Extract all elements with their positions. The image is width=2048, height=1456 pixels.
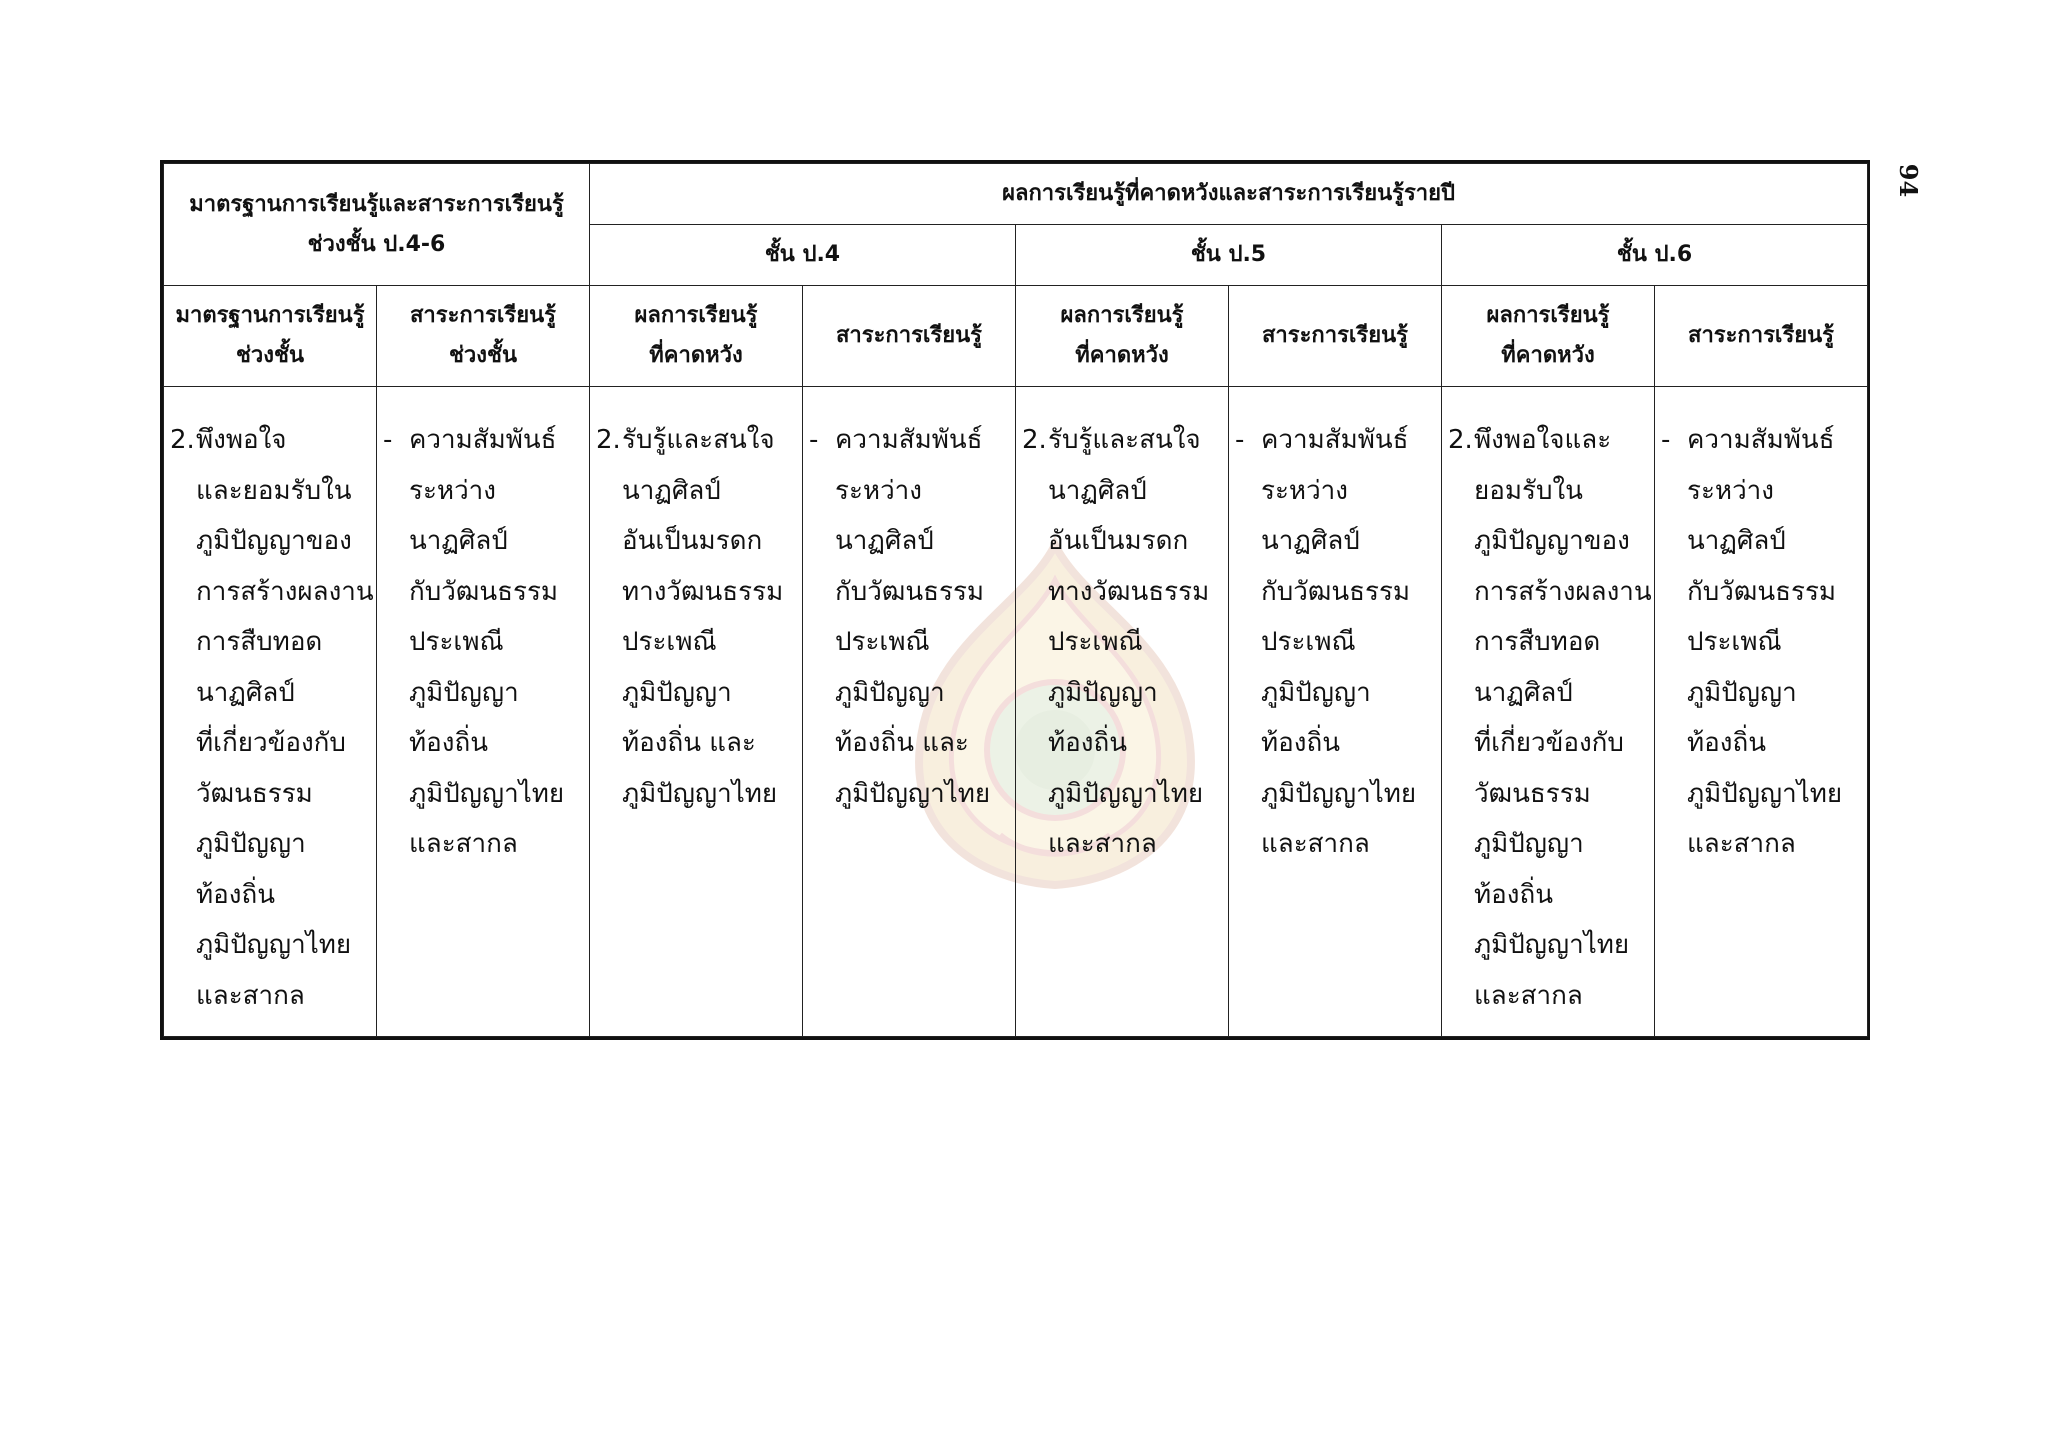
cell-line (170, 567, 374, 618)
standard-group-line-1: มาตรฐานการเรียนรู้และสาระการเรียนรู้ (189, 191, 564, 217)
cell-line (809, 415, 1009, 466)
cell-line (1022, 718, 1222, 769)
cell-line (809, 617, 1009, 668)
cell-text: นาฏศิลป์ (1261, 526, 1360, 556)
p6-outcome-col-line-1: ผลการเรียนรู้ (1486, 303, 1610, 328)
cell-line (1661, 567, 1861, 618)
cell-line (1235, 668, 1435, 719)
cell-text: ภูมิปัญญา (1261, 677, 1371, 708)
cell-line (1235, 466, 1435, 517)
cell-text: ที่เกี่ยวข้องกับ (1474, 728, 1624, 758)
bullet-dash: - (1661, 425, 1671, 455)
cell-line (596, 466, 796, 517)
cell-text: และสากล (1261, 829, 1370, 859)
cell-text: ที่เกี่ยวข้องกับ (196, 728, 346, 758)
cell-text: การสืบทอด (1474, 627, 1601, 657)
cell-line (1448, 870, 1648, 921)
cell-text: นาฏศิลป์ (835, 526, 934, 556)
cell-line (1448, 668, 1648, 719)
cell-text: ภูมิปัญญา (835, 677, 945, 708)
cell-line (1235, 415, 1435, 466)
cell-text: ภูมิปัญญา (1687, 677, 1797, 708)
cell-text: ทางวัฒนธรรม (1048, 576, 1210, 607)
cell-line (1661, 415, 1861, 466)
cell-p5-outcome (1016, 387, 1229, 1037)
page-number: 94 (1894, 163, 1924, 198)
cell-text: กับวัฒนธรรม (1687, 576, 1837, 607)
cell-text: ประเพณี (409, 627, 504, 657)
cell-line (170, 668, 370, 719)
cell-line (1022, 668, 1222, 719)
cell-line (170, 920, 370, 971)
cell-text: ภูมิปัญญาไทย (1261, 778, 1417, 809)
cell-line (1448, 567, 1652, 618)
cell-text: ระหว่าง (1261, 475, 1348, 506)
cell-line (383, 769, 583, 820)
cell-text: ประเพณี (1048, 627, 1143, 657)
cell-line (1448, 718, 1648, 769)
cell-line (1235, 819, 1435, 870)
cell-text: ท้องถิ่น (409, 728, 488, 758)
cell-text: ภูมิปัญญาของ (1474, 526, 1630, 556)
cell-text: ภูมิปัญญาไทย (409, 778, 565, 809)
p6-outcome-col-line-2: ที่คาดหวัง (1501, 343, 1595, 368)
cell-text: ภูมิปัญญา (409, 677, 519, 708)
curriculum-table (160, 160, 1870, 1040)
cell-text: ภูมิปัญญา (622, 677, 732, 708)
item-number: 2. (1448, 425, 1473, 455)
standard-col-header (164, 286, 377, 387)
cell-text: ระหว่าง (835, 475, 922, 506)
cell-text: ภูมิปัญญา (1048, 677, 1158, 708)
cell-line (809, 718, 1009, 769)
cell-text: นาฏศิลป์ (409, 526, 508, 556)
cell-line (1022, 769, 1222, 820)
cell-line (170, 516, 370, 567)
cell-text: การสืบทอด (196, 627, 323, 657)
cell-line (383, 567, 583, 618)
p5-outcome-col-line-2: ที่คาดหวัง (1075, 343, 1169, 368)
cell-text: ความสัมพันธ์ (1261, 425, 1409, 455)
cell-text: ภูมิปัญญาไทย (196, 930, 352, 960)
cell-line (170, 870, 370, 921)
item-number: 2. (1022, 425, 1047, 455)
cell-text: รับรู้และสนใจ (1048, 425, 1201, 455)
bullet-dash: - (809, 425, 819, 455)
cell-line (596, 516, 796, 567)
cell-text: และสากล (1687, 829, 1796, 859)
cell-line (596, 567, 796, 618)
cell-line (383, 617, 583, 668)
cell-line (1022, 567, 1222, 618)
cell-line (1661, 466, 1861, 517)
cell-line (1448, 769, 1648, 820)
cell-text: วัฒนธรรม (196, 778, 313, 809)
cell-text: ภูมิปัญญาไทย (835, 778, 991, 809)
cell-line (596, 769, 796, 820)
cell-text: ท้องถิ่น (1048, 728, 1127, 758)
cell-line (170, 819, 370, 870)
cell-text: กับวัฒนธรรม (835, 576, 985, 607)
cell-text: ระหว่าง (1687, 475, 1774, 506)
cell-text: อันเป็นมรดก (622, 526, 763, 556)
item-number: 2. (596, 425, 621, 455)
cell-line (170, 971, 370, 1022)
bullet-dash: - (1235, 425, 1245, 455)
cell-line (170, 617, 370, 668)
cell-standard (164, 387, 377, 1037)
cell-text: นาฏศิลป์ (1474, 677, 1573, 708)
cell-line (170, 415, 370, 466)
cell-line (1235, 617, 1435, 668)
standard-group-header (164, 164, 590, 286)
cell-text: พึงพอใจ (196, 425, 287, 455)
cell-line (170, 466, 370, 517)
cell-p5-content (1229, 387, 1442, 1037)
cell-line (383, 415, 583, 466)
cell-line (1448, 415, 1648, 466)
cell-line (1661, 516, 1861, 567)
cell-text: ภูมิปัญญาไทย (1474, 930, 1630, 960)
cell-line (1661, 668, 1861, 719)
cell-line (596, 617, 796, 668)
p4-outcome-col-header (590, 286, 803, 387)
cell-line (1448, 920, 1648, 971)
content-range-col-line-2: ช่วงชั้น (449, 343, 517, 368)
outcome-group-header: ผลการเรียนรู้ที่คาดหวังและสาระการเรียนรู้รายปี (590, 164, 1868, 225)
cell-text: ท้องถิ่น และ (622, 728, 756, 758)
cell-line (1235, 718, 1435, 769)
cell-text: ท้องถิ่น (196, 879, 275, 910)
cell-text: ภูมิปัญญาไทย (622, 778, 778, 809)
cell-line (383, 668, 583, 719)
cell-text: รับรู้และสนใจ (622, 425, 775, 455)
cell-p6-content (1655, 387, 1868, 1037)
cell-text: ท้องถิ่น และ (835, 728, 969, 758)
cell-line (383, 819, 583, 870)
cell-line (1235, 567, 1435, 618)
cell-text: ท้องถิ่น (1261, 728, 1340, 758)
cell-text: ภูมิปัญญา (196, 829, 306, 859)
cell-line (170, 718, 370, 769)
cell-line (1661, 718, 1861, 769)
grade-p6-header: ชั้น ป.6 (1442, 225, 1868, 286)
cell-line (1448, 466, 1648, 517)
cell-text: อันเป็นมรดก (1048, 526, 1189, 556)
cell-line (1022, 516, 1222, 567)
p5-outcome-col-header (1016, 286, 1229, 387)
cell-line (809, 466, 1009, 517)
p4-outcome-col-line-1: ผลการเรียนรู้ (634, 303, 758, 328)
cell-line (1661, 769, 1861, 820)
cell-text: ท้องถิ่น (1687, 728, 1766, 758)
cell-text: ภูมิปัญญาของ (196, 526, 352, 556)
cell-line (1448, 617, 1648, 668)
cell-line (1022, 466, 1222, 517)
standard-col-line-2: ช่วงชั้น (236, 343, 304, 368)
cell-line (1448, 516, 1648, 567)
cell-text: ยอมรับใน (1474, 475, 1583, 506)
item-number: 2. (170, 425, 195, 455)
cell-line (1235, 516, 1435, 567)
cell-text: พึงพอใจและ (1474, 425, 1612, 455)
cell-line (1235, 769, 1435, 820)
cell-line (809, 769, 1009, 820)
grade-p5-header: ชั้น ป.5 (1016, 225, 1442, 286)
cell-line (1448, 971, 1648, 1022)
cell-text: ภูมิปัญญา (1474, 829, 1584, 859)
cell-text: นาฏศิลป์ (1048, 475, 1147, 506)
cell-text: และสากล (196, 980, 305, 1011)
cell-text: และสากล (409, 829, 518, 859)
cell-p4-content (803, 387, 1016, 1037)
cell-text: ท้องถิ่น (1474, 879, 1553, 910)
cell-text: ประเพณี (622, 627, 717, 657)
cell-text: ความสัมพันธ์ (835, 425, 983, 455)
cell-line (1661, 617, 1861, 668)
cell-text: ภูมิปัญญาไทย (1048, 778, 1204, 809)
cell-line (170, 769, 370, 820)
cell-line (1022, 415, 1222, 466)
cell-line (1661, 819, 1861, 870)
p5-outcome-col-line-1: ผลการเรียนรู้ (1060, 303, 1184, 328)
p4-outcome-col-line-2: ที่คาดหวัง (649, 343, 743, 368)
cell-text: ระหว่าง (409, 475, 496, 506)
cell-text: และสากล (1048, 829, 1157, 859)
cell-text: ทางวัฒนธรรม (622, 576, 784, 607)
cell-text: วัฒนธรรม (1474, 778, 1591, 809)
cell-line (383, 516, 583, 567)
cell-line (1022, 617, 1222, 668)
cell-text: ประเพณี (1261, 627, 1356, 657)
cell-text: ความสัมพันธ์ (409, 425, 557, 455)
cell-text: นาฏศิลป์ (622, 475, 721, 506)
cell-text: ประเพณี (835, 627, 930, 657)
cell-line (596, 718, 796, 769)
cell-content-range (377, 387, 590, 1037)
cell-text: ภูมิปัญญาไทย (1687, 778, 1843, 809)
cell-line (383, 466, 583, 517)
cell-p6-outcome (1442, 387, 1655, 1037)
standard-group-line-2: ช่วงชั้น ป.4-6 (307, 231, 446, 257)
cell-line (809, 516, 1009, 567)
content-range-col-header (377, 286, 590, 387)
cell-line (596, 668, 796, 719)
cell-text: นาฏศิลป์ (196, 677, 295, 708)
p6-content-col-header: สาระการเรียนรู้ (1655, 286, 1868, 387)
cell-text: กับวัฒนธรรม (1261, 576, 1411, 607)
bullet-dash: - (383, 425, 393, 455)
cell-text: นาฏศิลป์ (1687, 526, 1786, 556)
cell-line (1448, 819, 1648, 870)
cell-text: ความสัมพันธ์ (1687, 425, 1835, 455)
standard-col-line-1: มาตรฐานการเรียนรู้ (175, 303, 365, 328)
grade-p4-header: ชั้น ป.4 (590, 225, 1016, 286)
cell-text: การสร้างผลงาน (196, 576, 374, 607)
p5-content-col-header: สาระการเรียนรู้ (1229, 286, 1442, 387)
cell-text: และสากล (1474, 980, 1583, 1011)
cell-p4-outcome (590, 387, 803, 1037)
table-row (164, 387, 1868, 1037)
cell-line (383, 718, 583, 769)
p4-content-col-header: สาระการเรียนรู้ (803, 286, 1016, 387)
cell-text: การสร้างผลงาน (1474, 576, 1652, 607)
cell-line (1022, 819, 1222, 870)
cell-line (809, 668, 1009, 719)
cell-text: กับวัฒนธรรม (409, 576, 559, 607)
cell-line (596, 415, 796, 466)
cell-text: ประเพณี (1687, 627, 1782, 657)
p6-outcome-col-header (1442, 286, 1655, 387)
cell-line (809, 567, 1009, 618)
cell-text: และยอมรับใน (196, 475, 352, 506)
content-range-col-line-1: สาระการเรียนรู้ (410, 303, 556, 328)
